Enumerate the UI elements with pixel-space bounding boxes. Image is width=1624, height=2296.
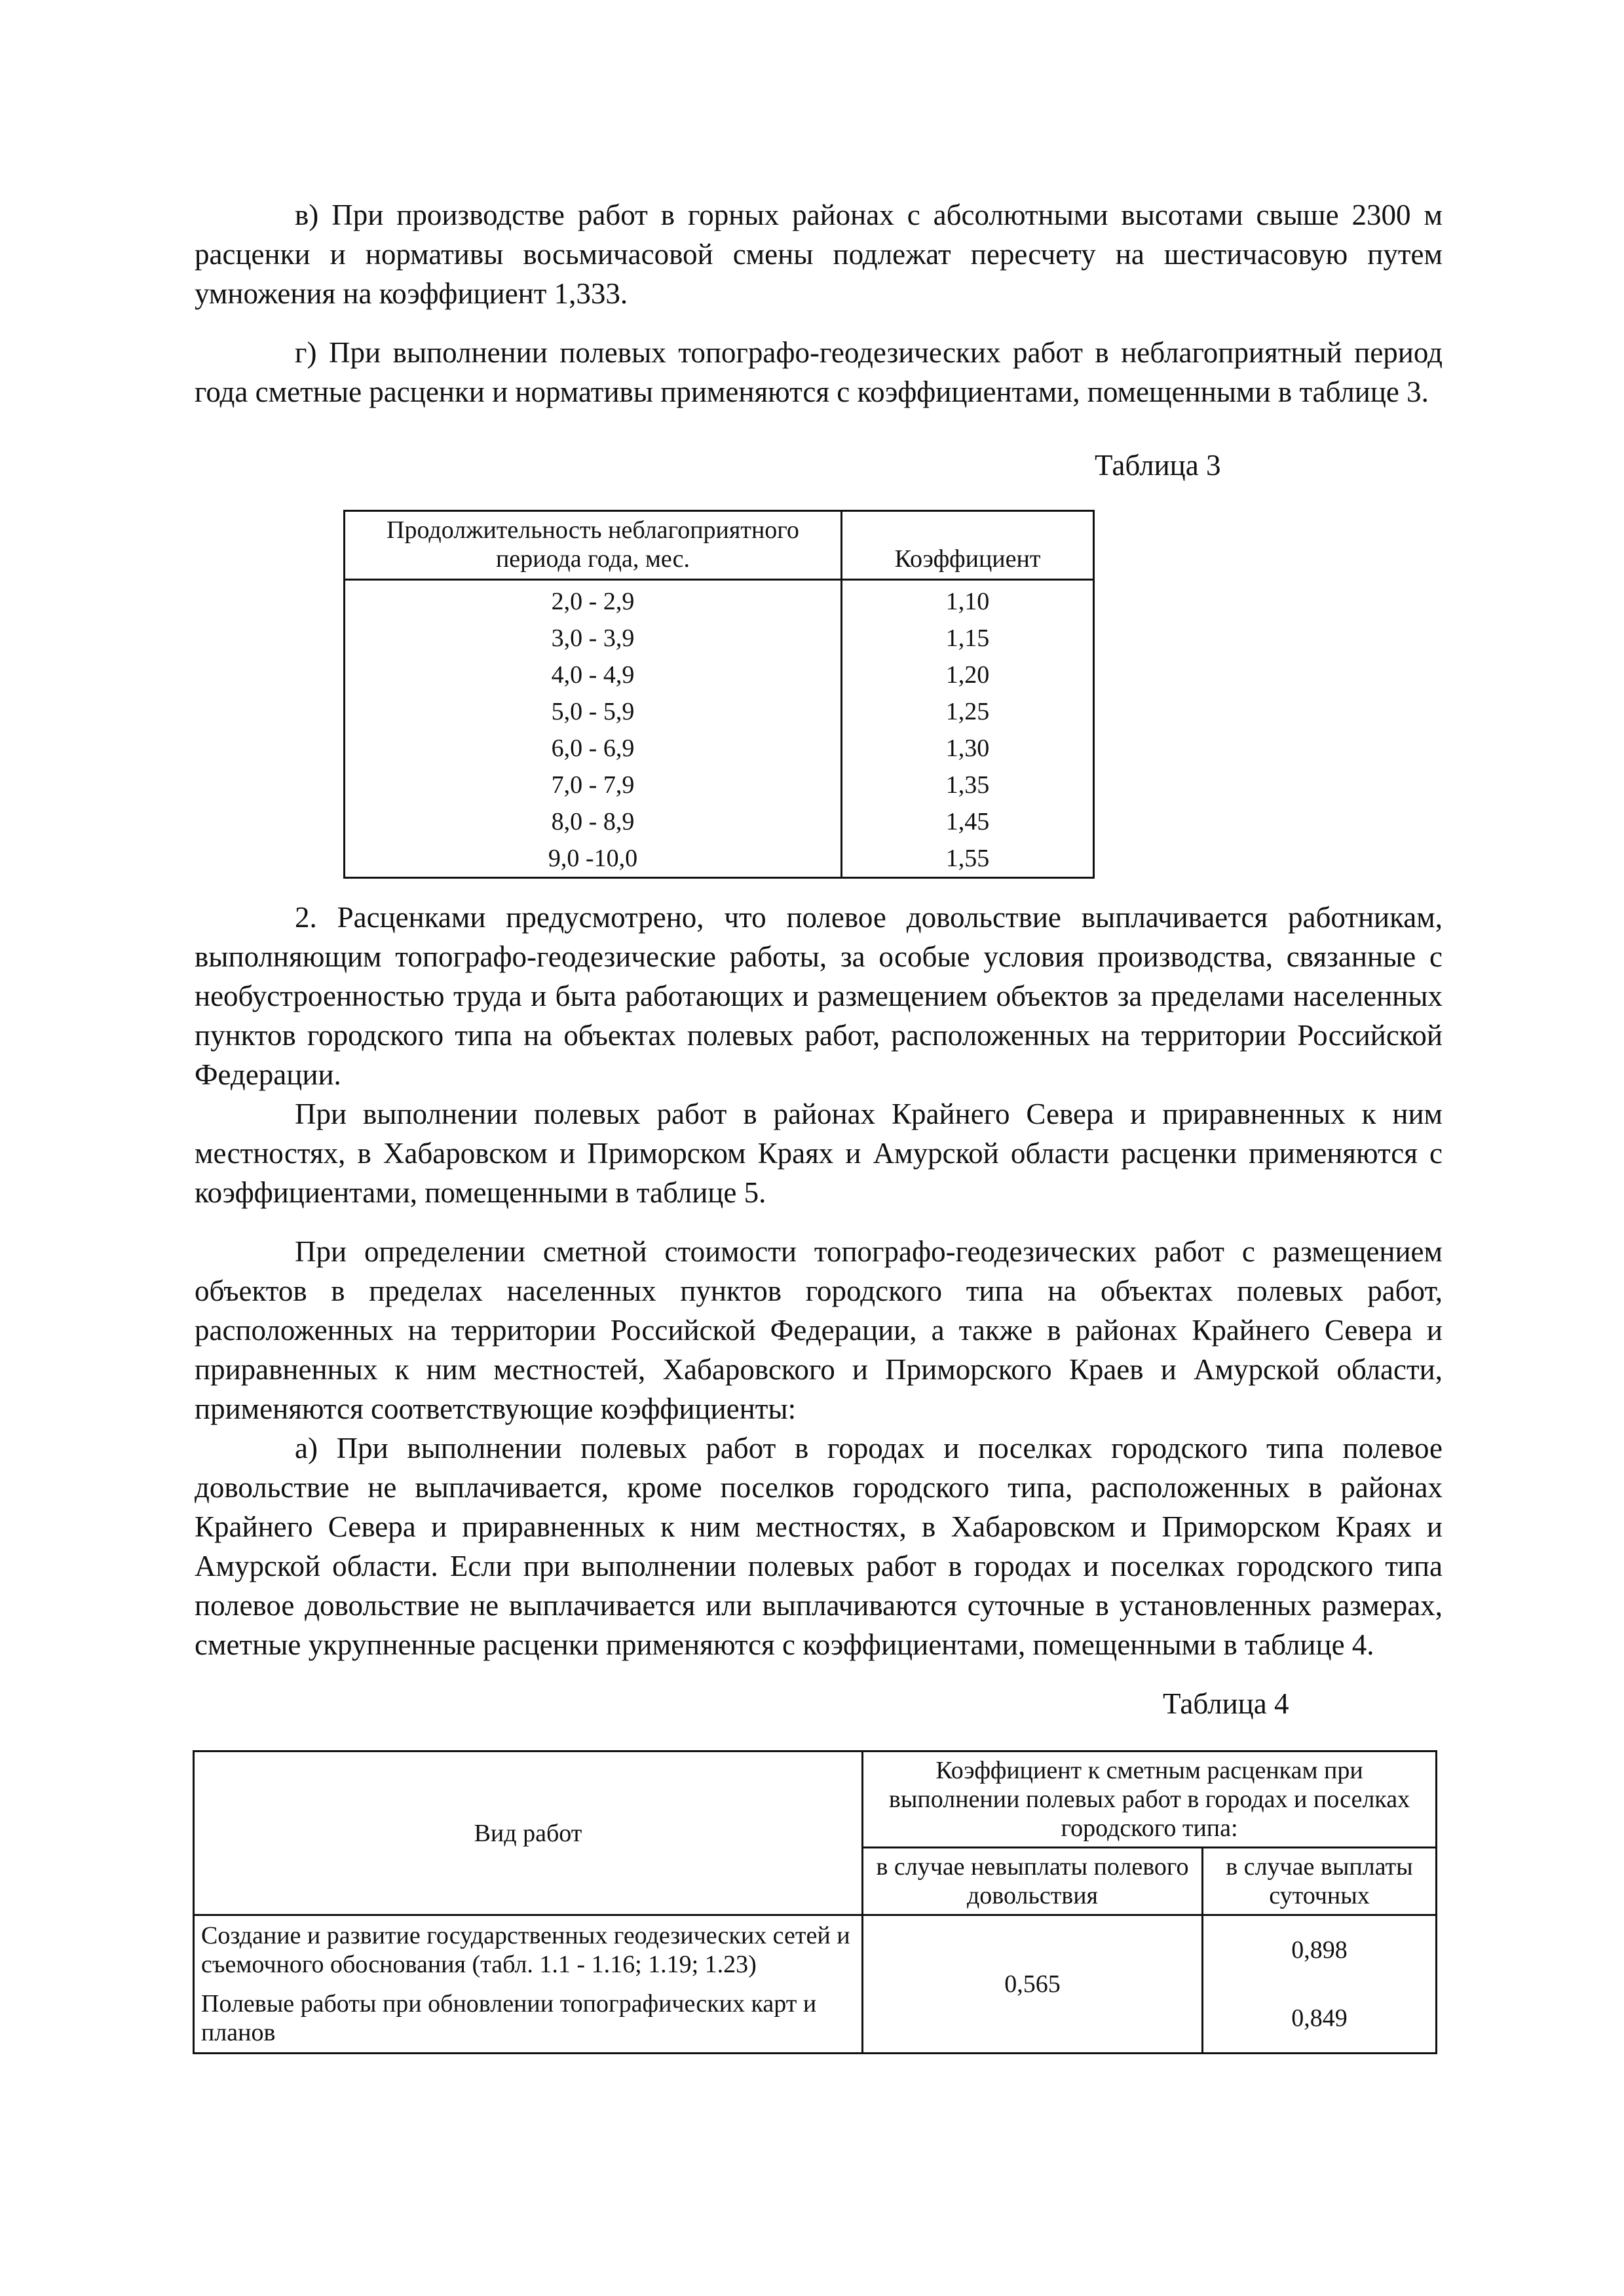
table-row — [194, 1915, 1437, 1985]
table3-coef: 1,45 — [842, 803, 1094, 840]
table3-period: 7,0 - 7,9 — [345, 767, 842, 803]
table3-period: 5,0 - 5,9 — [345, 693, 842, 730]
table-row — [345, 580, 1094, 621]
table4-header-work: Вид работ — [194, 1751, 863, 1915]
table3-header-row — [345, 511, 1094, 580]
table-row — [345, 767, 1094, 803]
table3-coef: 1,20 — [842, 657, 1094, 693]
table-row — [194, 1984, 1437, 2054]
table4-work-geodetic: Создание и развитие государственных геодезических сетей и съемочного обоснования (табл. 1.1 - 1.16; 1.19; 1.23) — [194, 1915, 863, 1985]
table-row — [345, 657, 1094, 693]
table3-period: 8,0 - 8,9 — [345, 803, 842, 840]
table3-period: 2,0 - 2,9 — [345, 580, 842, 621]
table4-header-no-pay: в случае невыплаты полевого довольствия — [863, 1848, 1203, 1915]
table4-header-row — [194, 1751, 1437, 1848]
table3-header-coef: Коэффициент — [842, 511, 1094, 580]
table4-header-coef: Коэффициент к сметным расценкам при выполнении полевых работ в городах и поселках городского типа: — [863, 1751, 1437, 1848]
table3-period: 3,0 - 3,9 — [345, 620, 842, 657]
table3-period: 4,0 - 4,9 — [345, 657, 842, 693]
table3-period: 9,0 -10,0 — [345, 840, 842, 878]
paragraph-v: в) При производстве работ в горных районах с абсолютными высотами свыше 2300 м расценки и нормативы восьмичасовой смены подлежат пересчету на шестичасовую путем умножения на коэффициент 1,333. — [195, 199, 1443, 310]
table3-coef: 1,35 — [842, 767, 1094, 803]
table-4 — [193, 1750, 1437, 2054]
table3-coef: 1,15 — [842, 620, 1094, 657]
table-row — [345, 693, 1094, 730]
table3-period: 6,0 - 6,9 — [345, 730, 842, 767]
paragraph-2: 2. Расценками предусмотрено, что полевое довольствие выплачивается работникам, выполняющим топографо-геодезические работы, за особые условия производства, связанные с необустроенностью труда и быта работающих и размещением объектов за пределами населенных пунктов городского типа на объектах полевых работ, расположенных на территории Российской Федерации. — [195, 901, 1443, 1091]
table4-daily-maps: 0,849 — [1203, 1984, 1437, 2054]
table3-coef: 1,55 — [842, 840, 1094, 878]
table-3 — [343, 510, 1095, 879]
table4-header-daily: в случае выплаты суточных — [1203, 1848, 1437, 1915]
paragraph-g: г) При выполнении полевых топографо-геодезических работ в неблагоприятный период года сметные расценки и нормативы применяются с коэффициентами, помещенными в таблице 3. — [195, 336, 1443, 408]
table-row — [345, 840, 1094, 878]
table3-coef: 1,10 — [842, 580, 1094, 621]
table4-daily-geodetic: 0,898 — [1203, 1915, 1437, 1985]
paragraph-a: а) При выполнении полевых работ в городах и поселках городского типа полевое довольствие не выплачивается, кроме поселков городского типа, расположенных в районах Крайнего Севера и приравненных к ним местностях, в Хабаровском и Приморском Краях и Амурской области. Если при выполнении полевых работ в городах и поселках городского типа полевое довольствие не выплачивается или выплачиваются суточные в установленных размерах, сметные укрупненные расценки применяются с коэффициентами, помещенными в таблице 4. — [195, 1432, 1443, 1661]
table-row — [345, 803, 1094, 840]
table3-coef: 1,25 — [842, 693, 1094, 730]
table4-no-pay-value: 0,565 — [863, 1915, 1203, 2054]
table-row — [345, 620, 1094, 657]
paragraph-cost: При определении сметной стоимости топографо-геодезических работ с размещением объектов в пределах населенных пунктов городского типа на объектах полевых работ, расположенных на территории Российской Федерации, а также в районах Крайнего Севера и приравненных к ним местностей, Хабаровского и Приморского Краев и Амурской области, применяются соответствующие коэффициенты: — [195, 1235, 1443, 1425]
paragraph-north: При выполнении полевых работ в районах Крайнего Севера и приравненных к ним местностях, в Хабаровском и Приморском Краях и Амурской области расценки применяются с коэффициентами, помещенными в таблице 5. — [195, 1098, 1443, 1209]
table-row — [345, 730, 1094, 767]
table3-coef: 1,30 — [842, 730, 1094, 767]
table4-work-maps: Полевые работы при обновлении топографических карт и планов — [194, 1984, 863, 2054]
table3-caption: Таблица 3 — [1095, 449, 1221, 482]
table4-caption: Таблица 4 — [1163, 1687, 1289, 1720]
table3-header-period: Продолжительность неблагоприятного периода года, мес. — [345, 511, 842, 580]
